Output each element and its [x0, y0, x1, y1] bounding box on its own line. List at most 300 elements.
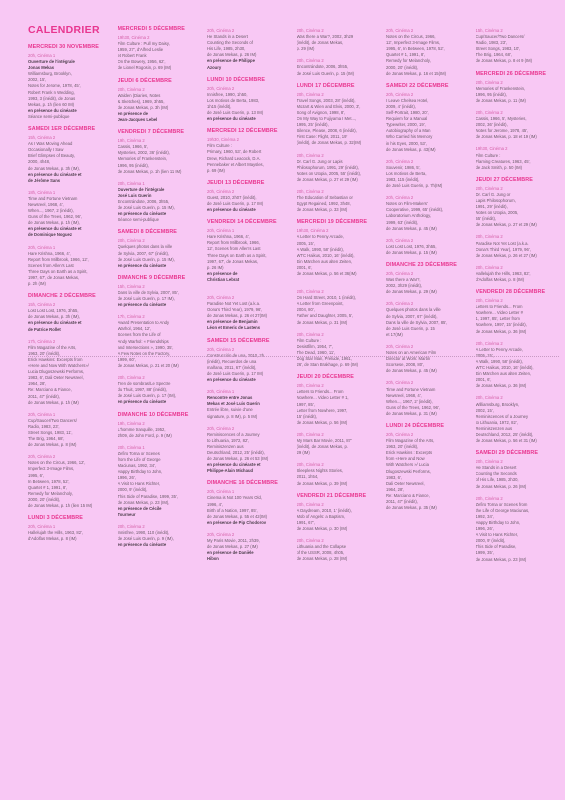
screening-line: He Stands in a Desert — [207, 34, 248, 40]
screening-line: Williamsburg, Brooklyn, — [475, 401, 520, 407]
screening-line: 1964, 28', — [28, 381, 47, 387]
screening-note: en présence du cinéaste — [207, 116, 256, 122]
screening-line: et Robert Frank — [117, 53, 147, 59]
screening-line: 1997, 67', de Jonas Mekas, — [28, 275, 80, 280]
day-block — [297, 22, 381, 77]
screening-line: du Thuit, 1997, 88' (inédit), — [117, 387, 168, 393]
screening-entry — [476, 395, 560, 444]
screening-line: Zefiro Torna or Scenes — [117, 450, 160, 456]
screening-line: Quelques photos dans la ville — [386, 307, 441, 313]
screening-line: Imperfect 3-Image Films, — [28, 466, 75, 472]
screening-line: Guns of the Trees, 1962, 96', — [28, 214, 82, 220]
screening-line: 2000, 9' (inédit), — [117, 487, 148, 493]
screening-line: p. 69 (IM) — [207, 167, 225, 173]
screening-line: Notes for Jerome, 1978, 45', — [28, 83, 81, 89]
screening-entry — [476, 186, 560, 229]
screening-entry — [118, 445, 202, 518]
screening-entry — [207, 347, 291, 384]
screening-note: en présence de — [117, 110, 148, 116]
screening-note: Mekas et José Luis Guerin — [207, 401, 260, 407]
day-heading: VENDREDI 14 DÉCEMBRE — [207, 219, 277, 226]
screening-line: On My Way to Fujiyama I Met..., — [296, 116, 357, 122]
screening-line: Ein Märchen aus alten Zeiten, — [296, 258, 353, 264]
screening-line: of the USSR, 2008, 4h05, — [296, 550, 345, 556]
screening-line: 2002, 3h29 (inédit), — [386, 283, 423, 289]
screening-line: Dlugoszewski Performs, — [386, 468, 431, 474]
screening-line: Requiem for a Manual — [386, 116, 428, 122]
screening-line: de Jonas Mekas, p. 56 (IM) — [296, 419, 348, 425]
screening-line: Report from Millbrook, 1966, — [207, 240, 260, 246]
screening-line: Guns of the Trees, 1962, 96', — [386, 404, 440, 410]
screening-line: «Here and Now With Watchers»/ — [28, 363, 89, 369]
day-heading: LUNDI 3 DÉCEMBRE — [28, 515, 83, 522]
screening-line: p. 29 (IM) — [296, 46, 315, 52]
screening-time: 20h, Cinéma 2 — [117, 86, 145, 92]
screening-line: Deutschland, 2012, 25' (inédit), — [207, 449, 265, 455]
screening-time: 20h, Cinéma 2 — [207, 531, 235, 537]
day-heading: MERCREDI 5 DÉCEMBRE — [117, 26, 185, 32]
screening-note: José Luis Guerin — [117, 192, 152, 198]
screening-entry — [297, 58, 381, 76]
screening-line: Primary, 1960, 53', de Robert — [207, 149, 262, 155]
screening-note: en présence du cinéaste et — [28, 320, 82, 326]
screening-line: de Jonas Mekas, p. 27 et 29 (IM) — [296, 176, 358, 182]
screening-line: Award Presentation to Andy — [117, 320, 170, 326]
screening-line: A Letter to Penny Arcade, — [296, 234, 344, 240]
screening-line: et 17(IM) — [386, 331, 403, 337]
screening-line: Remedy for Melancholy, — [386, 58, 431, 64]
screening-line: de Jonas Mekas, p. 35 (IM) — [386, 505, 437, 511]
screening-line: de Lionel Rogosin, p. 69 (IM) — [117, 65, 172, 71]
screening-line: Report from Millbrook, 1966, 12', — [28, 256, 89, 262]
screening-time: 20h, Cinéma 2 — [117, 375, 145, 381]
screening-line: Scenes from Allen's Last — [28, 262, 74, 268]
screening-entry — [118, 375, 202, 405]
day-block — [386, 22, 470, 77]
screening-line: Mysteries, 2002, 36' (inédit), — [117, 150, 170, 156]
day-block — [476, 289, 560, 444]
screening-entry — [28, 454, 112, 509]
screening-line: Erick Hawkins: Excerpts from — [28, 356, 83, 362]
day-block — [386, 83, 470, 256]
day-block — [118, 26, 202, 72]
screening-line: Lucia Dlugoszewski Performs, — [28, 369, 85, 375]
calendar-column — [476, 22, 560, 794]
screening-time: 20h, Cinéma 2 — [386, 380, 414, 386]
screening-line: 26', de Stan Brakhage, p. 69 (IM) — [296, 362, 359, 368]
screening-note: en présence du cinéaste — [117, 542, 167, 548]
day-block — [28, 515, 112, 542]
screening-line: 1992, 34', — [475, 513, 494, 519]
screening-line: de Jonas Mekas, p. 21 et 20 (IM) — [117, 362, 179, 368]
screening-entry — [297, 228, 381, 277]
day-heading: SAMEDI 22 DÉCEMBRE — [386, 82, 449, 89]
screening-note: Ouverture de l'intégrale — [117, 186, 165, 192]
screening-line: de Jonas Mekas, p. 26 (IM) — [475, 483, 527, 489]
screening-note: en présence du cinéaste — [207, 207, 256, 213]
screening-entry — [297, 92, 381, 147]
screening-line: Street Songs, 1983, 11', — [28, 429, 73, 435]
day-heading: SAMEDI 29 DÉCEMBRE — [475, 450, 539, 457]
screening-line: de José Luis Guerin, p. 7h(IM) — [386, 183, 443, 189]
screening-time: 19h30, Cinéma 2 — [117, 35, 150, 40]
screening-line: Oona's Third Year), 1979, 96', — [475, 246, 531, 252]
screening-line: 55' (inédit), — [475, 216, 497, 222]
screening-note: de Patrice Rollet — [28, 326, 61, 332]
screening-line: Re: Marciano & Fiance, — [386, 492, 430, 498]
screening-line: Notes on the Circus, 1966, 12', — [28, 460, 86, 466]
screening-line: Tren de sombras/Le Spectre — [117, 381, 171, 387]
screening-line: Was there a War?, 2002, 3h29 — [296, 34, 354, 40]
screening-entry — [297, 28, 381, 52]
screening-entry — [386, 238, 470, 256]
screening-time: 19h, Cinéma 2 — [117, 420, 145, 426]
screening-line: 1997, 85', — [296, 401, 315, 407]
screening-line: Reminiszenzen aus — [207, 443, 244, 449]
screening-line: 29 (IM) — [296, 450, 310, 456]
day-heading: LUNDI 24 DÉCEMBRE — [386, 422, 445, 429]
screening-line: Nowhere, 1997, 15' (inédit), — [475, 322, 527, 328]
screening-note: Rencontre entre Jonas — [207, 395, 253, 401]
screening-line: Nowhere... Video Letter # — [475, 310, 523, 316]
screening-line: Guest, 2010, 2h07 (inédit), — [207, 194, 257, 200]
screening-entry — [28, 190, 112, 239]
screening-time: 19h30, Cinéma 2 — [296, 228, 329, 234]
screening-line: p. 26 IM) — [207, 264, 224, 270]
screening-entry — [297, 153, 381, 183]
day-block — [476, 22, 560, 65]
calendar-column — [297, 22, 381, 794]
screening-entry — [386, 28, 470, 77]
screening-time: 19h30, Cinéma 2 — [207, 137, 239, 143]
screening-entry — [386, 380, 470, 417]
screening-entry — [118, 284, 202, 308]
screening-line: A Visit to Hans Richter, — [475, 532, 519, 538]
screening-entry — [386, 271, 470, 295]
screening-line: 12', Imperfect 3-Image Films, — [386, 40, 441, 46]
screening-line: Sleepless Nights Stories, — [296, 468, 344, 474]
screening-line: de Jonas Mekas, p. 3h (IM) — [117, 104, 169, 110]
screening-line: Counting the Seconds of — [207, 40, 253, 46]
screening-entry — [28, 245, 112, 288]
screening-time: 20h, Cinéma 2 — [296, 501, 324, 507]
screening-time: 20h, Cinéma 1 — [28, 524, 56, 530]
screening-entry — [476, 234, 560, 258]
screening-entry — [28, 53, 112, 120]
screening-line: With Watchers »/ Lucia — [386, 462, 429, 468]
screening-line: Dog Star Man, Prelude, 1961, — [296, 356, 352, 362]
screening-line: Cassis, 1966, 5', — [117, 144, 149, 150]
screening-line: Cup/Saucer/Two Dancers/ — [28, 417, 77, 423]
day-heading: VENDREDI 7 DÉCEMBRE — [117, 129, 185, 136]
screening-line: de Jonas Mekas, p. 45 (IM) — [386, 225, 437, 231]
screening-entry — [118, 87, 202, 124]
screening-line: de Jonas Mekas, p. 36 (IM) — [475, 328, 527, 334]
screening-line: Reminiscences of a Journey — [207, 431, 260, 437]
screening-line: Lost Lost Lost, 1976, 3h55, — [386, 243, 437, 249]
screening-line: 1963, 20' (inédit), — [386, 444, 419, 450]
screening-line: 1993, 3 (inédit), de Jonas — [28, 95, 76, 101]
page-title: CALENDRIER — [28, 24, 100, 36]
day-heading: MERCREDI 12 DÉCEMBRE — [207, 128, 278, 135]
day-heading: LUNDI 10 DÉCEMBRE — [207, 76, 266, 83]
screening-line: WTC Haikus, 2010, 16' (inédit), — [296, 252, 355, 258]
screening-line: 1996, 4', — [207, 501, 223, 507]
screening-line: Erick Hawkins : Excerpts — [386, 450, 433, 456]
day-block — [118, 275, 202, 406]
day-block — [297, 219, 381, 277]
screening-line: A Walk, 1990, 58' (inédit), — [475, 358, 523, 364]
screening-line: Notes on the Circus, 1966, — [386, 34, 436, 40]
screening-line: (inédit), de Jonas Mekas, — [296, 40, 344, 46]
screening-line: My Mars Bar Movie, 2011, 87' — [296, 437, 352, 443]
screening-note: en présence de Cécile — [117, 505, 162, 511]
screening-line: de Jonas Mekas, p. 28 (IM) — [296, 556, 348, 562]
screening-line: A Visit to Hans Richter, — [117, 481, 161, 487]
screening-line: When..., 1967, 2' (inédit), — [386, 398, 433, 404]
screening-line: First Case: Flight, 2011, 19' — [296, 134, 348, 140]
screening-line: Maciunas, 1992, 34', — [117, 463, 157, 469]
screening-line: 2011, 1h54, — [296, 474, 319, 480]
screening-entry — [207, 532, 291, 562]
screening-line: 1991, 29' (inédit), — [475, 204, 508, 210]
screening-line: Notes on Film-Makers' — [386, 201, 428, 207]
screening-line: de Jonas Mekas, p. 16 et 15(IM) — [386, 70, 447, 76]
screening-line: 2000, 4h48, — [28, 159, 51, 165]
screening-entry — [118, 138, 202, 175]
screening-line: Remedy for Melancholy, — [28, 490, 73, 496]
screening-line: Travel Songs, 2003, 28' (inédit), — [296, 97, 356, 103]
screening-line: de Jonas Mekas, p. 1h (IM), — [28, 220, 80, 226]
screening-line: WTC Haikus, 2010, 16' (inédit), — [475, 365, 534, 371]
screening-line: Time and Fortune Vietnam — [28, 195, 78, 201]
day-block — [28, 44, 112, 120]
screening-line: de Jonas Mekas, p. 11 (IM) — [475, 97, 526, 103]
screening-line: Notes for Jerome, 1978, 45', — [475, 128, 529, 134]
screening-time: 20h, Cinéma 2 — [475, 79, 503, 85]
screening-line: de Jonas Mekas, p. 56 et 31 (IM) — [475, 438, 537, 444]
screening-line: Film Magazine of the Arts, — [386, 438, 435, 444]
screening-time: 20h, Cinéma 2 — [28, 454, 56, 460]
screening-line: Souvenir, 1986, 5', — [386, 164, 421, 170]
screening-line: 1996, 26', — [117, 475, 136, 481]
screening-line: 1963, 20' (inédit), — [28, 350, 61, 356]
day-block — [207, 480, 291, 562]
screening-entry — [386, 195, 470, 232]
screening-line: de José Luis Guerin, p. 17 IM) — [207, 370, 264, 376]
screening-line: Father and Daughter, 2005, 5', — [296, 313, 354, 319]
screening-note: en présence de Benjamin — [207, 319, 258, 325]
screening-time: 20h, Cinéma 2 — [207, 295, 235, 300]
screening-line: My Paris Movie, 2011, 2h39, — [207, 538, 260, 543]
screening-line: On the Bowery, 1956, 62', — [117, 59, 166, 65]
day-heading: SAMEDI 8 DÉCEMBRE — [117, 229, 178, 236]
screening-time: 20h, Cinéma 2 — [475, 395, 503, 401]
screening-note: en présence du cinéaste — [117, 399, 167, 405]
screening-line: Lithuania and the Collapse — [296, 544, 347, 550]
screening-line: I Leave Chelsea Hotel, — [386, 97, 429, 103]
screening-line: Séance semi-publique — [117, 217, 159, 223]
screening-time: 20h, Cinéma 2 — [207, 28, 235, 33]
screening-note: de Dominique Noguez — [28, 232, 72, 238]
screening-entry — [118, 181, 202, 224]
screening-line: In Between, 1978, 52', — [28, 478, 70, 484]
day-heading: DIMANCHE 23 DÉCEMBRE — [386, 262, 457, 268]
screening-line: Three Days on Earth as a Spirit, — [207, 252, 267, 258]
screening-line: 1995, 6', — [28, 472, 44, 478]
day-heading: JEUDI 27 DÉCEMBRE — [475, 176, 533, 183]
screening-time: 20h, Cinéma 2 — [296, 58, 324, 64]
screening-line: Drew, Richard Leacock, D.A. — [207, 155, 261, 161]
screening-line: 2009, 4' (inédit), — [386, 103, 416, 109]
screening-line: Quartet # 1, 1991, 8', — [28, 484, 68, 490]
day-heading: DIMANCHE 2 DÉCEMBRE — [28, 293, 96, 300]
screening-line: A Letter to Penny Arcade, — [475, 346, 523, 352]
screening-line: Radio, 1983, 23', — [28, 423, 60, 429]
screening-line: Hallelujah the Hills, 1963, 82', — [475, 270, 531, 276]
screening-line: 1996, 26', — [475, 526, 494, 532]
screening-note: Christian Lebrat — [207, 276, 240, 282]
screening-line: 1959, 27', d'Alfred Leslie — [117, 47, 164, 53]
day-heading: SAMEDI 15 DÉCEMBRE — [207, 337, 270, 344]
screening-line: de José Luis Guerin, p. 13 IM) — [207, 110, 264, 116]
screening-note: de Jérôme Sans — [28, 177, 61, 183]
screening-entry — [118, 238, 202, 268]
screening-line: The Brig, 1964, 68', — [28, 436, 65, 442]
screening-line: 1, 1997, 85', Letter from — [475, 316, 520, 322]
screening-line: Reminiscences of a Journey — [475, 413, 529, 419]
screening-line: Memories of Frankenstein, — [475, 85, 526, 91]
screening-time: 15h, Cinéma 2 — [475, 28, 503, 33]
screening-entry — [297, 462, 381, 486]
screening-line: de Jonas Mekas, p. 31 (IM) — [296, 319, 348, 325]
screening-note: en présence du cinéaste — [117, 302, 167, 308]
screening-line: Mekas, p. 1h (lien 60 IM) — [28, 101, 75, 107]
screening-line: 2002, 36' (inédit), — [475, 122, 508, 128]
screening-line: Nowhere... Video Letter # 1, — [296, 395, 349, 401]
screening-entry — [118, 314, 202, 369]
screening-line: de Jonas Mekas, p. 36 (IM) — [475, 383, 527, 389]
screening-line: Innisfree, 1990, 1h50, — [207, 91, 248, 97]
day-block — [207, 128, 291, 174]
screening-time: 20h, Cinéma 2 — [296, 91, 324, 97]
screening-line: de Jonas Mekas, p. 26 IM) — [207, 52, 257, 58]
screening-entry — [476, 80, 560, 104]
screening-line: de Jonas Mekas, p. 8 (IM) — [28, 442, 77, 448]
screening-line: de Jonas Mekas, p. 33 (IM) — [296, 207, 348, 213]
screening-line: de Jonas Mekas, p. 27 (IM) — [207, 544, 258, 550]
screening-time: 19h30, Cinéma 2 — [475, 146, 508, 152]
screening-time: 20h, Cinéma 2 — [296, 331, 324, 337]
screening-line: Oona's Third Year), 1979, 96', — [207, 307, 263, 313]
screening-time: 20h, Cinéma 2 — [207, 85, 235, 91]
screening-time: 20h, Cinéma 2 — [386, 431, 414, 437]
screening-entry — [297, 383, 381, 426]
screening-time: 20h, Cinéma 2 — [117, 238, 145, 244]
screening-line: Scorsese, 2008, 80', — [386, 362, 425, 368]
screening-note: en présence du cinéaste et — [28, 226, 82, 232]
screening-entry — [297, 502, 381, 532]
screening-line: Was there a War?, — [386, 277, 421, 283]
screening-line: This Side of Paradise, 1999, 35', — [117, 493, 178, 499]
screening-line: de Jonas Mekas, p. 30 (IM) — [296, 526, 348, 531]
day-heading: DIMANCHE 16 DÉCEMBRE — [207, 480, 278, 487]
screening-line: Notes on Utopia, 2005, — [475, 210, 519, 216]
screening-entry — [297, 189, 381, 213]
screening-line: Los motivos de Berta, — [386, 170, 427, 176]
screening-line: de José Luis Guerin, p. 15 IM), — [117, 205, 175, 211]
screening-entry — [386, 344, 470, 374]
screening-line: Letters to Friends... From — [296, 389, 344, 395]
screening-line: Walden (Diaries, Notes — [117, 92, 161, 98]
screening-line: Hallelujah the Hills, 1963, 82', — [28, 530, 84, 536]
screening-line: Cooperative, 1999, 65' (inédit), — [386, 207, 444, 213]
screening-line: de Jonas Mekas, p. 26 et 27(IM) — [207, 313, 268, 319]
screening-time: 15h, Cinéma 2 — [28, 135, 56, 141]
screening-entry — [476, 496, 560, 563]
screening-entry — [476, 341, 560, 390]
screening-line: 1h15 (inédit), — [207, 103, 232, 109]
day-block — [118, 78, 202, 124]
screening-line: Re: Marciano & Fiance, — [28, 387, 72, 393]
screening-line: The Dead, 1960, 11', — [296, 349, 336, 355]
screening-time: 19h, Cinéma 2 — [117, 138, 145, 144]
screening-note: Azoury — [207, 64, 222, 70]
screening-entry — [386, 159, 470, 189]
screening-line: to Lithuania, 1972, 82', — [475, 419, 518, 425]
screening-line: de Jonas Mekas, p. 39 (IM) — [296, 480, 348, 486]
screening-line: Hare Krishna, 1966, 4', — [28, 250, 71, 256]
screening-note: en présence du cinéaste et — [28, 171, 82, 177]
screening-entry — [297, 432, 381, 456]
screening-line: 1964, 28', — [386, 486, 405, 492]
day-heading: MERCREDI 26 DÉCEMBRE — [475, 70, 547, 77]
day-heading: JEUDI 6 DÉCEMBRE — [117, 77, 172, 84]
screening-line: Encontrándote, 2006, 3h55, — [296, 64, 349, 70]
screening-note: Tourneur — [117, 511, 136, 517]
day-block — [207, 338, 291, 475]
screening-line: (inédit), de Jonas Mekas, p. 32(IM) — [296, 140, 362, 146]
screening-line: Letters to Friends... From — [475, 304, 523, 310]
day-block — [386, 423, 470, 511]
day-block — [207, 219, 291, 283]
screening-line: Notes on an American Film — [386, 350, 437, 356]
screening-time: 20h, Cinéma 1 — [28, 244, 56, 250]
day-heading: VENDREDI 21 DÉCEMBRE — [296, 492, 367, 499]
screening-line: de Jonas Mekas, p. 31 (IM) — [386, 410, 437, 416]
screening-line: Film Culture : — [296, 337, 322, 343]
screening-line: Cassis, 1966, 5', Mysteries, — [475, 116, 527, 122]
screening-line: 1996, 95 (inédit), — [117, 162, 149, 168]
screening-line: 2011, 47' (inédit), — [28, 393, 60, 399]
screening-line: 2005, 15', — [475, 352, 494, 358]
day-block — [28, 126, 112, 287]
screening-line: to Lithuania, 1972, 82', — [207, 437, 250, 443]
screening-line: Letter from Nowhere, 1997, — [296, 407, 348, 413]
screening-line: This Side of Paradise, — [475, 544, 517, 550]
screening-entry — [207, 137, 291, 174]
screening-line: of His Life, 1985, 2h30, — [475, 477, 519, 483]
screening-line: Séance semi-publique — [28, 113, 70, 119]
screening-time: 20h, Cinéma 2 — [296, 462, 324, 468]
screening-line: Birth of a Nation, 1997, 85', — [207, 507, 258, 513]
screening-entry — [297, 332, 381, 369]
day-block — [476, 177, 560, 283]
screening-note: en présence de — [207, 270, 238, 276]
screening-line: Dans la ville de Sylvia, 2007, 85', — [117, 289, 179, 295]
screening-entry — [207, 228, 291, 283]
screening-entry — [297, 538, 381, 562]
